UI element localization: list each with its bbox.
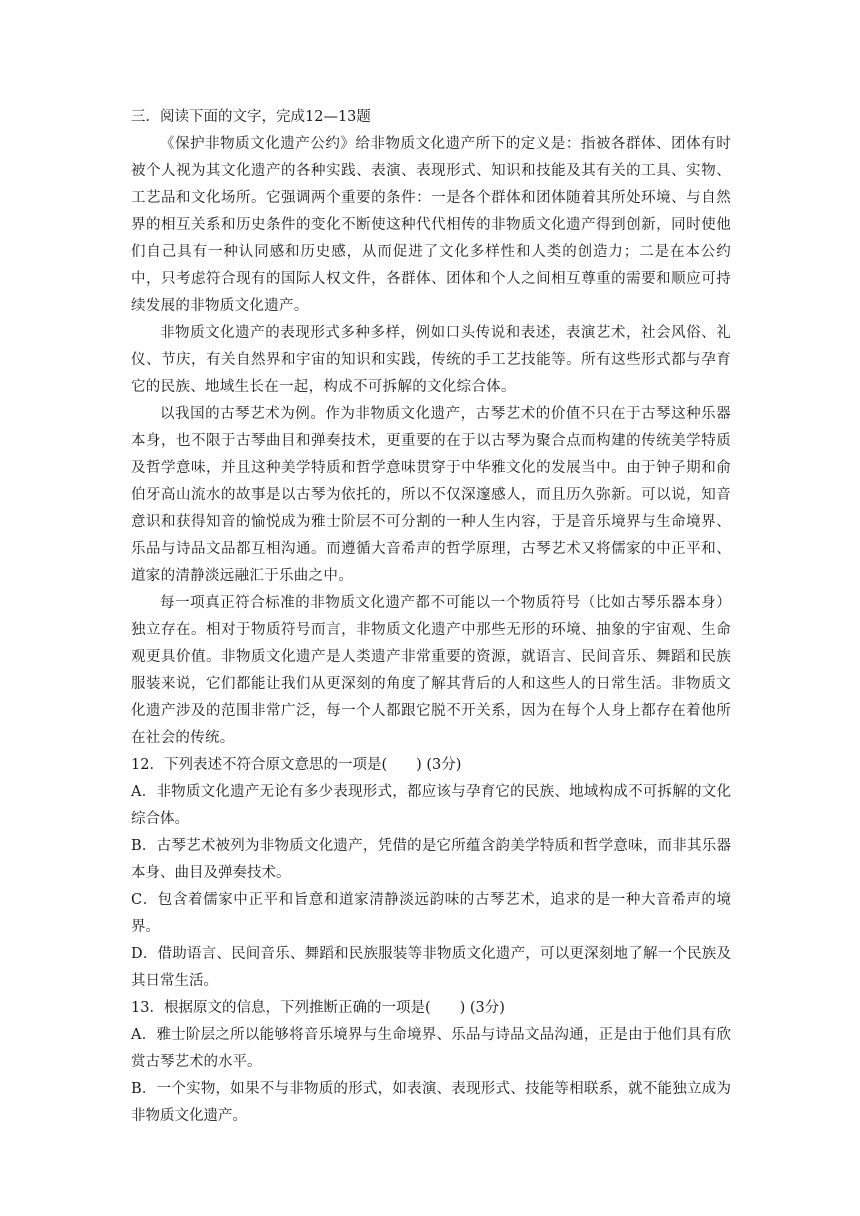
passage-paragraph-2: 非物质文化遗产的表现形式多种多样，例如口头传说和表述，表演艺术，社会风俗、礼仪、节庆，有关自然界和宇宙的知识和实践，传统的手工艺技能等。所有这些形式都与孕育它的民族、地域生长在一起，构成不可拆解的文化综合体。 — [131, 325, 731, 395]
section-title: 三．阅读下面的文字，完成12—13题 — [131, 109, 371, 125]
option-b: B．古琴艺术被列为非物质文化遗产，凭借的是它所蕴含韵美学特质和哲学意味，而非其乐器本身、曲目及弹奏技术。 — [131, 838, 731, 881]
option-a: A．雅士阶层之所以能够将音乐境界与生命境界、乐品与诗品文品沟通，正是由于他们具有欣赏古琴艺术的水平。 — [131, 1027, 731, 1070]
passage-paragraph-3: 以我国的古琴艺术为例。作为非物质文化遗产，古琴艺术的价值不只在于古琴这种乐器本身，也不限于古琴曲目和弹奏技术，更重要的在于以古琴为聚合点而构建的传统美学特质及哲学意味，并且这种美学特质和哲学意味贯穿于中华雅文化的发展当中。由于钟子期和俞伯牙高山流水的故事是以古琴为依托的，所以不仅深邃感人，而且历久弥新。可以说，知音意识和获得知音的愉悦成为雅士阶层不可分割的一种人生内容，于是音乐境界与生命境界、乐品与诗品文品都互相沟通。而遵循大音希声的哲学原理，古琴艺术又将儒家的中正平和、道家的清静淡远融汇于乐曲之中。 — [131, 406, 731, 584]
option-a: A．非物质文化遗产无论有多少表现形式，都应该与孕育它的民族、地域构成不可拆解的文化综合体。 — [131, 784, 731, 827]
option-c: C．包含着儒家中正平和旨意和道家清静淡远韵味的古琴艺术，追求的是一种大音希声的境界。 — [131, 892, 731, 935]
question-13 — [131, 995, 731, 1130]
question-stem: 12．下列表述不符合原文意思的一项是( ) (3分) — [131, 757, 462, 773]
option-b: B．一个实物，如果不与非物质的形式，如表演、表现形式、技能等相联系，就不能独立成为非物质文化遗产。 — [131, 1081, 731, 1124]
document-page — [131, 104, 731, 1130]
reading-passage — [131, 131, 731, 752]
passage-paragraph-1: 《保护非物质文化遗产公约》给非物质文化遗产所下的定义是：指被各群体、团体有时被个人视为其文化遗产的各种实践、表演、表现形式、知识和技能及其有关的工具、实物、工艺品和文化场所。它强调两个重要的条件：一是各个群体和团体随着其所处环境、与自然界的相互关系和历史条件的变化不断使这种代代相传的非物质文化遗产得到创新，同时使他们自己具有一种认同感和历史感，从而促进了文化多样性和人类的创造力；二是在本公约中，只考虑符合现有的国际人权文件，各群体、团体和个人之间相互尊重的需要和顺应可持续发展的非物质文化遗产。 — [131, 136, 731, 314]
question-12 — [131, 752, 731, 995]
option-d: D．借助语言、民间音乐、舞蹈和民族服装等非物质文化遗产，可以更深刻地了解一个民族及其日常生活。 — [131, 946, 731, 989]
passage-paragraph-4: 每一项真正符合标准的非物质文化遗产都不可能以一个物质符号（比如古琴乐器本身）独立存在。相对于物质符号而言，非物质文化遗产中那些无形的环境、抽象的宇宙观、生命观更具价值。非物质文化遗产是人类遗产非常重要的资源，就语言、民间音乐、舞蹈和民族服装来说，它们都能让我们从更深刻的角度了解其背后的人和这些人的日常生活。非物质文化遗产涉及的范围非常广泛，每一个人都跟它脱不开关系，因为在每个人身上都存在着他所在社会的传统。 — [131, 595, 731, 746]
question-stem: 13．根据原文的信息，下列推断正确的一项是( ) (3分) — [131, 1000, 505, 1016]
